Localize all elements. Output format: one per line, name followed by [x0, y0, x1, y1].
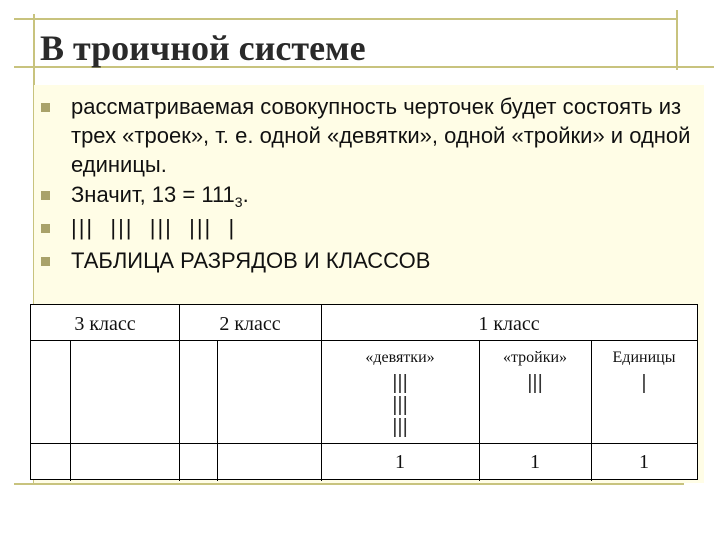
digit-header-nines: «девятки» — [365, 349, 435, 366]
decor-line-right — [676, 10, 678, 70]
table-vline — [217, 340, 218, 481]
bullet-item — [34, 92, 704, 180]
bullet-list — [34, 92, 704, 279]
square-bullet-icon — [41, 191, 50, 200]
subscript-base: 3 — [234, 194, 243, 210]
slide-title: В троичной системе — [40, 28, 366, 68]
decor-line-top — [14, 18, 676, 20]
square-bullet-icon — [41, 103, 50, 112]
bullet-text: ТАБЛИЦА РАЗРЯДОВ И КЛАССОВ — [71, 248, 431, 273]
bullet-text: рассматриваемая совокупность черточек будет состоять из трех «троек», т. е. одной «девятки», одной «тройки» и одной единицы. — [71, 94, 691, 177]
table-vline — [70, 340, 71, 481]
digit-header-threes: «тройки» — [502, 349, 568, 366]
table-hline — [31, 443, 697, 444]
digit-units: 1 — [639, 451, 649, 473]
bullet-text: Значит, 13 = 111 — [71, 182, 235, 207]
sticks-nines: ||| ||| ||| — [392, 372, 408, 438]
tally-sticks: ||| ||| ||| ||| | — [71, 215, 237, 240]
digit-nines: 1 — [395, 451, 405, 473]
bullet-item — [34, 246, 704, 279]
digits-table — [30, 304, 698, 480]
digit-header-units: Единицы — [612, 349, 676, 366]
class-header-1: 1 класс — [478, 313, 540, 335]
table-hline — [31, 340, 697, 341]
bullet-item — [34, 180, 704, 213]
bullet-text-end: . — [242, 182, 249, 207]
sticks-threes: ||| — [527, 372, 543, 394]
decor-line-bottom — [14, 483, 684, 485]
square-bullet-icon — [41, 224, 50, 233]
bullet-item — [34, 213, 704, 246]
class-header-2: 2 класс — [219, 313, 281, 335]
digit-threes: 1 — [530, 451, 540, 473]
sticks-units: | — [641, 372, 647, 394]
square-bullet-icon — [41, 257, 50, 266]
class-header-3: 3 класс — [74, 313, 136, 335]
